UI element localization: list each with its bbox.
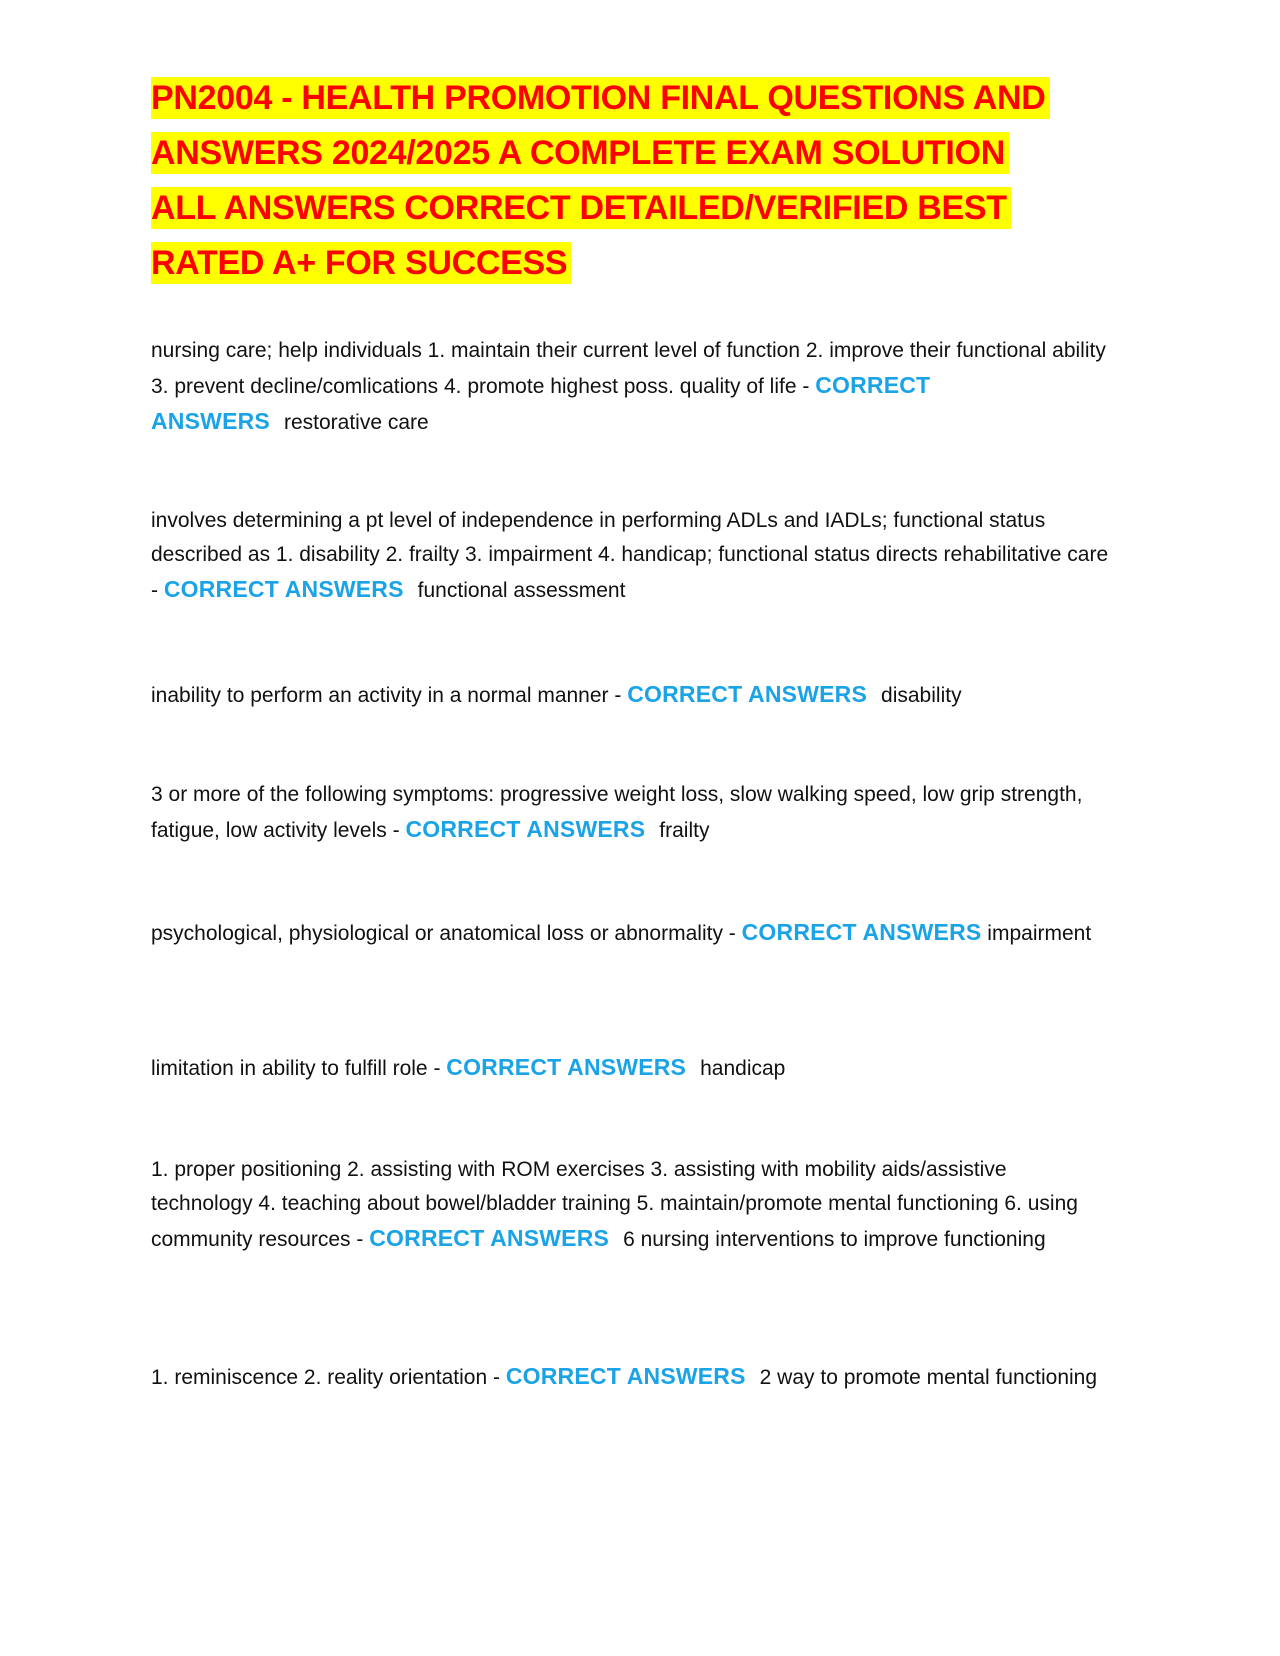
- question-text: psychological, physiological or anatomical loss or abnormality -: [151, 922, 736, 945]
- answer-text: restorative care: [283, 411, 429, 434]
- correct-answers-label: CORRECT ANSWERS: [369, 1225, 610, 1251]
- question-text: nursing care; help individuals 1. maintain their current level of function 2. improve their functional ability 3. prevent decline/comlications 4. promote highest poss. quality of life -: [151, 339, 1106, 398]
- question-text: inability to perform an activity in a normal manner -: [151, 684, 622, 707]
- title-line: PN2004 - HEALTH PROMOTION FINAL QUESTIONS AND: [151, 74, 1131, 129]
- qa-item: [151, 504, 1111, 608]
- answer-text: 6 nursing interventions to improve functioning: [623, 1228, 1046, 1251]
- answer-text: functional assessment: [417, 579, 626, 602]
- title-line: ANSWERS 2024/2025 A COMPLETE EXAM SOLUTION: [151, 129, 1131, 184]
- question-text: 1. reminiscence 2. reality orientation -: [151, 1366, 500, 1389]
- correct-answers-label: CORRECT ANSWERS: [446, 1054, 687, 1080]
- qa-item: [151, 1153, 1111, 1257]
- question-text: 1. proper positioning 2. assisting with ROM exercises 3. assisting with mobility aids/assistive technology 4. teaching about bowel/bladder training 5. maintain/promote mental functioning 6. using community resources -: [151, 1158, 1078, 1251]
- correct-answers-label: CORRECT ANSWERS: [741, 919, 982, 945]
- answer-text: frailty: [659, 819, 710, 842]
- qa-item: [151, 334, 1111, 440]
- qa-item: [151, 778, 1111, 848]
- answer-text: disability: [881, 684, 962, 707]
- answer-text: handicap: [700, 1057, 786, 1080]
- answer-text: impairment: [987, 922, 1092, 945]
- correct-answers-label: CORRECT ANSWERS: [627, 681, 868, 707]
- qa-item: [151, 677, 1111, 713]
- qa-item: [151, 1359, 1111, 1395]
- correct-answers-label: CORRECT ANSWERS: [505, 1363, 746, 1389]
- correct-answers-label: CORRECT ANSWERS: [163, 576, 404, 602]
- qa-item: [151, 915, 1111, 951]
- qa-item: [151, 1050, 1111, 1086]
- question-text: limitation in ability to fulfill role -: [151, 1057, 441, 1080]
- title-line: ALL ANSWERS CORRECT DETAILED/VERIFIED BEST: [151, 184, 1131, 239]
- correct-answers-label: CORRECT ANSWERS: [151, 372, 931, 434]
- question-text: involves determining a pt level of independence in performing ADLs and IADLs; functional status described as 1. disability 2. frailty 3. impairment 4. handicap; functional status directs rehabilitative care -: [151, 509, 1109, 602]
- title-line: RATED A+ FOR SUCCESS: [151, 239, 1131, 294]
- document-title: [151, 74, 1131, 294]
- correct-answers-label: CORRECT ANSWERS: [405, 816, 646, 842]
- answer-text: 2 way to promote mental functioning: [759, 1366, 1098, 1389]
- question-text: 3 or more of the following symptoms: progressive weight loss, slow walking speed, low grip strength, fatigue, low activity levels -: [151, 783, 1083, 842]
